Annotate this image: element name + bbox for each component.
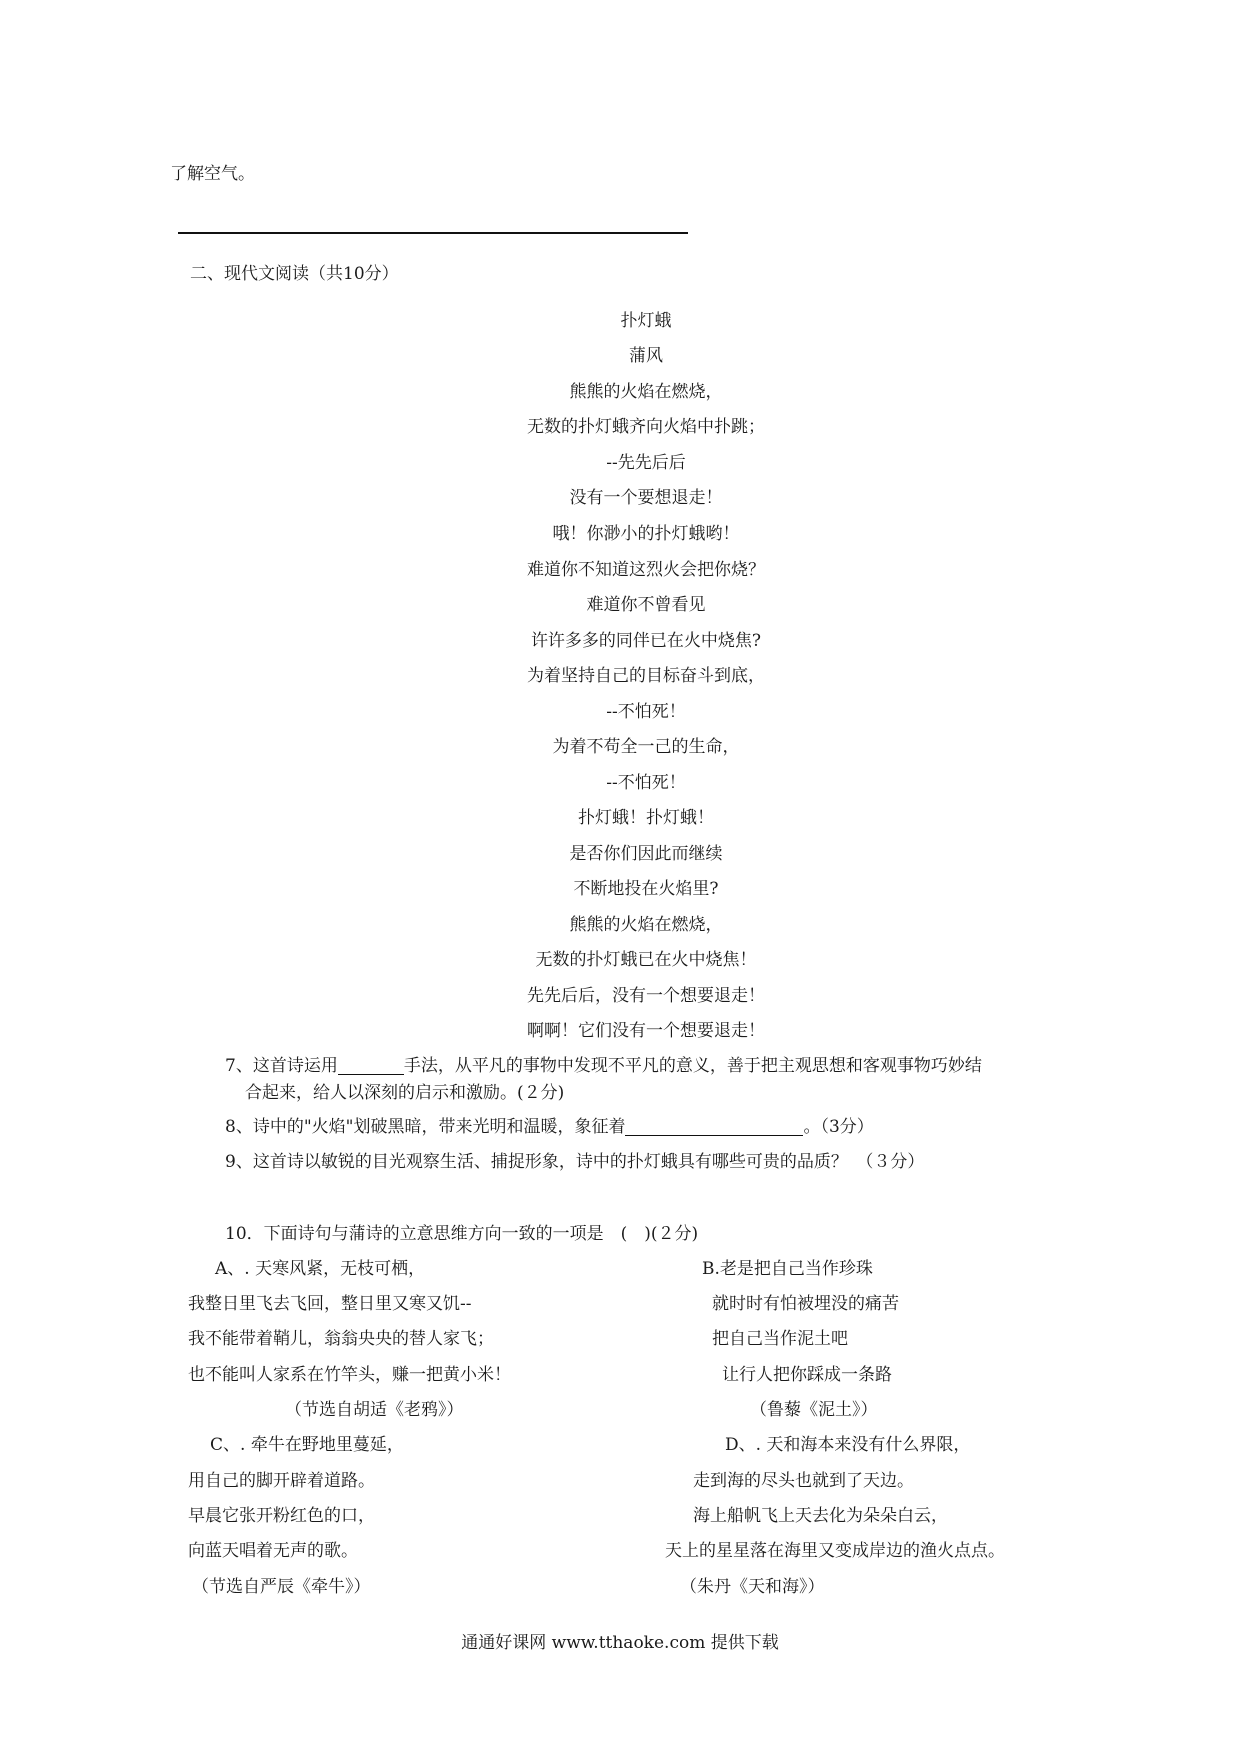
q7-text-1: 7、这首诗运用 <box>225 1056 338 1076</box>
poem-line: 扑灯蛾！扑灯蛾！ <box>578 808 714 828</box>
option-d-source: （朱丹《天和海》） <box>680 1577 825 1597</box>
question-7 <box>225 1054 982 1078</box>
option-d-line: 天上的星星落在海里又变成岸边的渔火点点。 <box>665 1541 1005 1561</box>
option-b-source: （鲁藜《泥土》） <box>750 1400 878 1420</box>
poem-line: 难道你不曾看见 <box>586 595 706 615</box>
poem-line: 无数的扑灯蛾已在火中烧焦！ <box>535 950 757 970</box>
intro-fragment: 了解空气。 <box>170 164 255 184</box>
q7-answer-blank[interactable] <box>338 1056 404 1075</box>
poem-line: 没有一个要想退走！ <box>569 488 723 508</box>
q7-text-2: 手法，从平凡的事物中发现不平凡的意义，善于把主观思想和客观事物巧妙结 <box>403 1056 982 1076</box>
q8-text-1: 8、诗中的"火焰"划破黑暗，带来光明和温暖，象征着 <box>225 1117 626 1137</box>
q8-text-2: 。（3分） <box>803 1117 874 1137</box>
option-a-line: 我不能带着鞘儿，翁翁央央的替人家飞； <box>188 1329 494 1349</box>
option-d-line: 走到海的尽头也就到了天边。 <box>693 1471 914 1491</box>
poem-line: 难道你不知道这烈火会把你烧？ <box>527 560 765 580</box>
question-8 <box>225 1115 874 1139</box>
question-7-line2: 合起来，给人以深刻的启示和激励。(２分) <box>245 1083 565 1103</box>
poem-line: 为着不苟全一己的生命， <box>552 737 740 757</box>
option-d-line: D、. 天和海本来没有什么界限， <box>725 1435 971 1455</box>
poem-line: 无数的扑灯蛾齐向火焰中扑跳； <box>527 417 765 437</box>
option-a-line: 我整日里飞去飞回，整日里又寒又饥-- <box>188 1294 472 1314</box>
poem-line: 哦！你渺小的扑灯蛾哟！ <box>552 524 740 544</box>
poem-line: 熊熊的火焰在燃烧， <box>569 382 723 402</box>
answer-line <box>178 232 688 234</box>
section-title: 二、现代文阅读（共10分） <box>190 264 399 284</box>
option-c-line: 向蓝天唱着无声的歌。 <box>188 1541 358 1561</box>
option-d-line: 海上船帆飞上天去化为朵朵白云， <box>693 1506 948 1526</box>
option-a-source: （节选自胡适《老鸦》） <box>285 1400 464 1420</box>
option-b-line: 让行人把你踩成一条路 <box>722 1365 892 1385</box>
option-a-line: A、. 天寒风紧，无枝可栖， <box>215 1259 426 1279</box>
poem-line: 不断地投在火焰里? <box>573 879 719 899</box>
poem-line: 是否你们因此而继续 <box>569 844 723 864</box>
poem-author: 蒲风 <box>629 346 663 366</box>
q8-answer-blank[interactable] <box>625 1117 803 1136</box>
page-footer: 通通好课网 www.tthaoke.com 提供下载 <box>461 1633 779 1653</box>
poem-line: 许许多多的同伴已在火中烧焦? <box>530 631 762 651</box>
option-c-line: 早晨它张开粉红色的口， <box>188 1506 375 1526</box>
poem-line: --不怕死！ <box>606 702 686 722</box>
option-b-line: 把自己当作泥土吧 <box>712 1329 848 1349</box>
question-9: 9、这首诗以敏锐的目光观察生活、捕捉形象，诗中的扑灯蛾具有哪些可贵的品质？ （３分） <box>225 1152 925 1172</box>
option-a-line: 也不能叫人家系在竹竿头，赚一把黄小米！ <box>188 1365 511 1385</box>
option-c-line: C、. 牵牛在野地里蔓延， <box>210 1435 404 1455</box>
poem-line: 先先后后，没有一个想要退走！ <box>527 986 765 1006</box>
poem-line: --先先后后 <box>606 453 686 473</box>
poem-line: 为着坚持自己的目标奋斗到底， <box>527 666 765 686</box>
question-10: 10．下面诗句与蒲诗的立意思维方向一致的一项是 ( )(２分) <box>225 1224 699 1244</box>
poem-title: 扑灯蛾 <box>620 311 672 331</box>
poem-line: 熊熊的火焰在燃烧， <box>569 915 723 935</box>
poem-line: --不怕死！ <box>606 773 686 793</box>
option-b-line: 就时时有怕被埋没的痛苦 <box>712 1294 899 1314</box>
poem-line: 啊啊！它们没有一个想要退走！ <box>527 1021 765 1041</box>
option-c-source: （节选自严辰《牵牛》） <box>192 1577 371 1597</box>
option-b-line: B.老是把自己当作珍珠 <box>702 1259 873 1279</box>
option-c-line: 用自己的脚开辟着道路。 <box>188 1471 375 1491</box>
